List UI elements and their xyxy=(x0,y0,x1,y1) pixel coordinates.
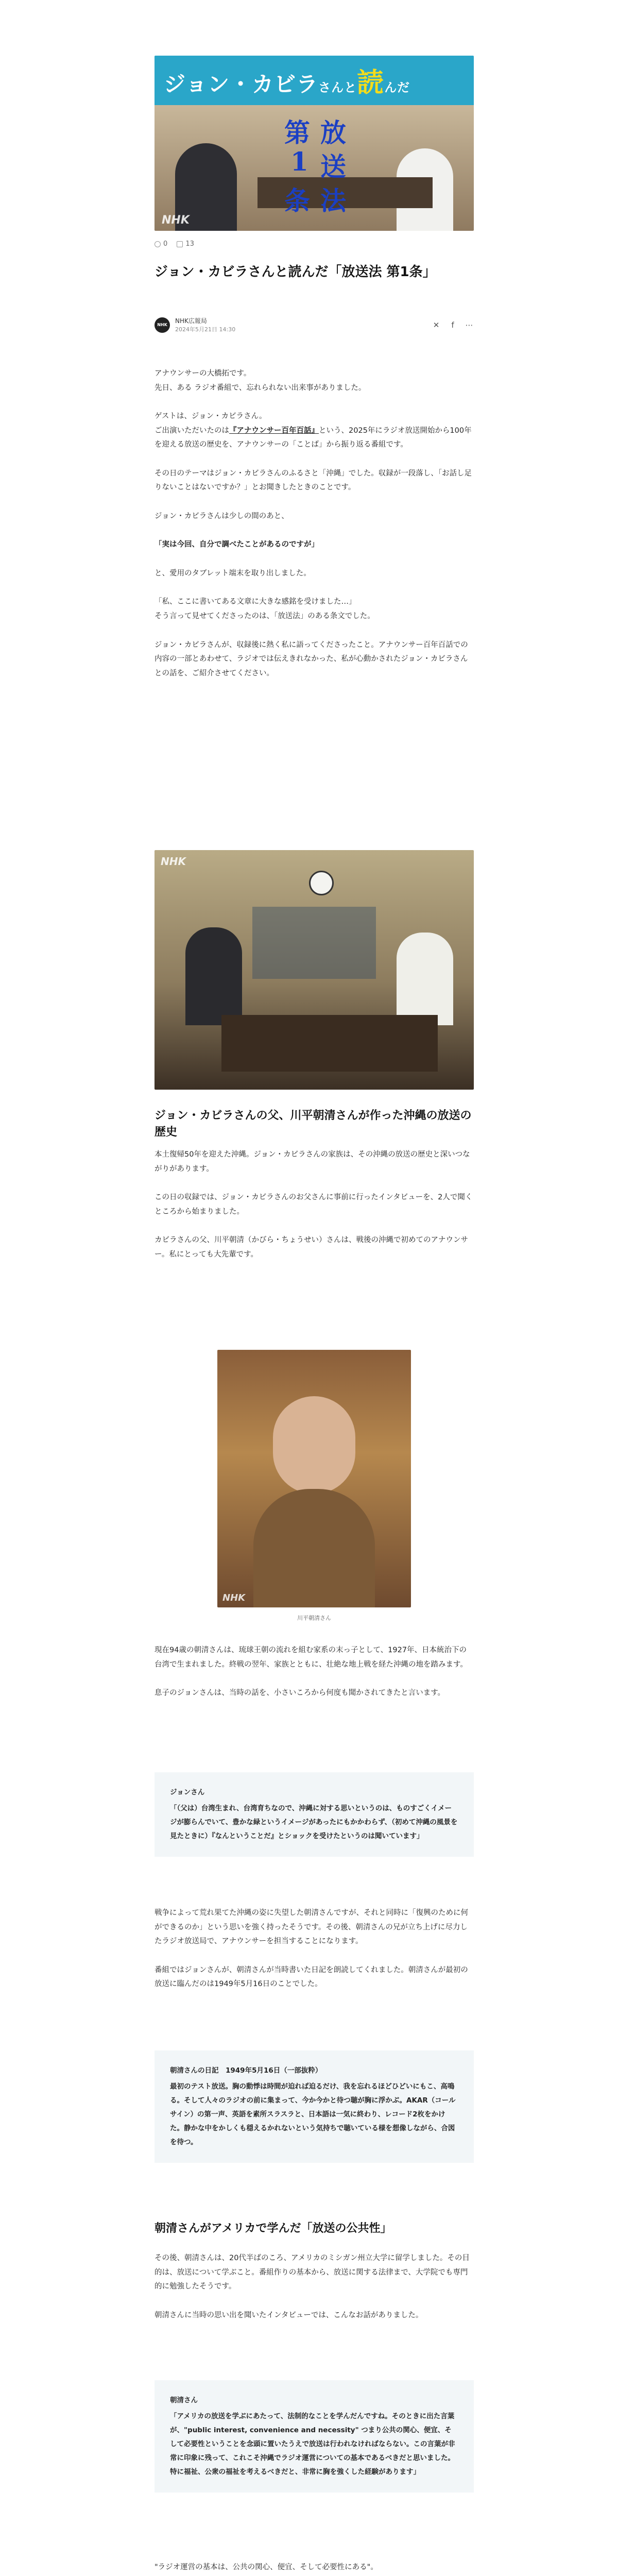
author-avatar[interactable]: NHK xyxy=(154,317,170,333)
comment-count: 13 xyxy=(185,240,194,248)
like-count: 0 xyxy=(163,240,168,248)
section1b-text xyxy=(154,1906,474,2006)
intro-p7-b: そう言って見せてくださったのは、「放送法」のある条文でした。 xyxy=(154,612,375,621)
section2-p2: 朝清さんに当時の思い出を聞いたインタビューでは、こんなお話がありました。 xyxy=(154,2311,423,2319)
hero-char-1: 1 xyxy=(290,146,308,177)
quote3-text: 「アメリカの放送を学ぶにあたって、法制的なことを学んだんですね。そのときに出た言葉が、"public interest, convenience and necessity" つまり公共の関心、便宜、そして必要性ということを念頭に置いたうえで放送は行われなければならない。この言葉が非常に印象に残って、これこそ沖縄でラジオ運営についての基本であるべきだと思いました。特に福祉、公衆の福祉を考えるべきだと、非常に胸を強くした経験があります」 xyxy=(170,2412,455,2476)
portrait-photo xyxy=(217,1350,411,1607)
article-meta xyxy=(154,240,474,252)
section1-text xyxy=(154,1148,474,1276)
section2b-p1: "ラジオ運営の基本は、公共の関心、便宜、そして必要性にある"。 xyxy=(154,2563,378,2571)
portrait-nhk-watermark: NHK xyxy=(222,1592,246,1603)
intro-p3: その日のテーマはジョン・カビラさんのふるさと「沖縄」でした。収録が一段落し、「お話し足りないことはないですか？」とお聞きしたときのことです。 xyxy=(154,469,472,492)
section1-text-2 xyxy=(154,1643,474,1715)
hero-char-5: 法 xyxy=(320,185,346,216)
author-name[interactable]: NHK広報局 xyxy=(175,317,207,325)
hero-nhk-watermark: NHK xyxy=(162,214,190,227)
quote3-name: 朝清さん xyxy=(170,2396,198,2404)
quote2-text: 最初のテスト放送。胸の動悸は時間が迫れば迫るだけ、我を忘れるほどひどいにもこ、高鳴る。そして人々のラジオの前に集まって、今か今かと待つ聴が胸に浮かぶ。AKAR（コールサイン）の第一声、英語を素所スラスラと、日本語は一気に終わり、レコード2枚をかけた。静かな中をかしくも穏えるかれないという気持ちで聴いている様を想像しながら、合図を待つ。 xyxy=(170,2082,456,2146)
hero-image xyxy=(154,56,474,231)
photo-person-right xyxy=(397,933,453,1025)
portrait-face xyxy=(273,1396,355,1494)
intro-p2-b: ご出演いただいたのは xyxy=(154,426,229,435)
share-buttons xyxy=(432,320,474,330)
section1b-p1: 戦争によって荒れ果てた沖縄の姿に失望した朝清さんですが、それと同時に「復興のために何ができるのか」という思いを強く持ったそうです。その後、朝清さんの兄が立ち上げに尽力したラジオ放送局で、アナウンサーを担当することになります。 xyxy=(154,1909,468,1946)
comment-icon xyxy=(177,241,183,247)
hero-banner-read: 読 xyxy=(357,67,385,98)
section1-heading: ジョン・カビラさんの父、川平朝清さんが作った沖縄の放送の歴史 xyxy=(154,1109,472,1139)
like-button[interactable] xyxy=(154,240,167,248)
section1-p2: この日の収録では、ジョン・カビラさんのお父さんに事前に行ったインタビューを、2人で聞くところから始まりました。 xyxy=(154,1193,473,1216)
section2-heading: 朝清さんがアメリカで学んだ「放送の公共性」 xyxy=(154,2222,392,2235)
section1-p3: カビラさんの父、川平朝清（かびら・ちょうせい）さんは、戦後の沖縄で初めてのアナウンサー。私にとっても大先輩です。 xyxy=(154,1236,468,1259)
portrait-body xyxy=(253,1489,375,1607)
quote1-name: ジョンさん xyxy=(170,1788,205,1797)
hero-banner-da: んだ xyxy=(384,80,410,95)
section1-p4: 現在94歳の朝清さんは、琉球王朝の流れを組む家系の末っ子として、1927年、日本統治下の台湾で生まれました。終戦の翌年、家族とともに、壮絶な地上戦を経た沖縄の地を踏みます。 xyxy=(154,1646,468,1669)
hero-char-4: 送 xyxy=(320,151,346,182)
section2b-text xyxy=(154,2561,474,2576)
article-title: ジョン・カビラさんと読んだ「放送法 第1条」 xyxy=(154,264,436,280)
hero-banner-name: ジョン・カビラ xyxy=(164,72,319,97)
photo-nhk-watermark: NHK xyxy=(161,855,186,868)
publish-date: 2024年5月21日 14:30 xyxy=(175,326,236,333)
intro-p8: ジョン・カビラさんが、収録後に熱く私に語ってくださったこと。アナウンサー百年百話での内容の一部とあわせて、ラジオでは伝えきれなかった、私が心動かされたジョン・カビラさんとの話を、ご紹介させてください。 xyxy=(154,640,468,677)
hero-vertical-title xyxy=(284,112,362,226)
facebook-share-icon[interactable]: f xyxy=(451,320,454,330)
intro-p2-a: ゲストは、ジョン・カビラさん。 xyxy=(154,412,267,421)
intro-p1-b: 先日、ある ラジオ番組で、忘れられない出来事がありました。 xyxy=(154,383,366,392)
intro-p5: 「実は今回、自分で調べたことがあるのですが」 xyxy=(154,540,319,549)
section2-p1: その後、朝清さんは、20代半ばのころ、アメリカのミシガン州立大学に留学しました。その目的は、放送について学ぶこと。番組作りの基本から、放送に関する法律まで、大学院でも専門的に勉強したそうです。 xyxy=(154,2254,470,2291)
intro-p1-a: アナウンサーの大橋拓です。 xyxy=(154,369,251,378)
intro-p4: ジョン・カビラさんは少しの間のあと、 xyxy=(154,512,289,520)
studio-window xyxy=(252,907,376,979)
hero-char-3: 放 xyxy=(320,117,346,148)
portrait-caption: 川平朝清さん xyxy=(297,1615,331,1621)
program-link[interactable]: 『アナウンサー百年百話』 xyxy=(229,426,319,435)
more-share-icon[interactable]: ⋯ xyxy=(465,320,473,330)
quote-box-diary xyxy=(154,2050,474,2163)
photo-person-left xyxy=(185,927,242,1025)
hero-banner-san: さんと xyxy=(318,80,357,95)
hero-banner xyxy=(154,56,474,105)
studio-photo xyxy=(154,850,474,1090)
intro-text xyxy=(154,367,474,695)
intro-p7-a: 「私、ここに書いてある文章に大きな感銘を受けました…」 xyxy=(154,598,356,606)
x-share-icon[interactable]: ✕ xyxy=(433,320,440,330)
comment-button[interactable] xyxy=(177,240,194,248)
section2-text xyxy=(154,2251,474,2337)
heart-icon xyxy=(154,241,161,247)
hero-char-2: 条 xyxy=(284,185,310,216)
byline xyxy=(154,316,474,337)
quote-box-john xyxy=(154,1772,474,1857)
intro-p2-c: という、2025年にラジオ放送開始から100年を迎える放送の歴史を、アナウンサーの「ことば」から振り返る番組です。 xyxy=(154,426,472,449)
studio-desk xyxy=(221,1015,438,1072)
hero-banner-text xyxy=(164,61,410,99)
clock-icon xyxy=(309,871,334,895)
quote1-text: 「（父は）台湾生まれ、台湾育ちなので、沖縄に対する思いというのは、ものすごくイメージが膨らんでいて、豊かな緑というイメージがあったにもかかわらず、（初めて沖縄の風景を見たときに）『なんということだ』とショックを受けたというのは聞いています」 xyxy=(170,1804,458,1840)
quote-box-chosei xyxy=(154,2380,474,2493)
quote2-name: 朝清さんの日記 1949年5月16日（一部抜粋） xyxy=(170,2066,322,2075)
section1-p1: 本土復帰50年を迎えた沖縄。ジョン・カビラさんの家族は、その沖縄の放送の歴史と深いつながりがあります。 xyxy=(154,1150,470,1173)
section1-p5: 息子のジョンさんは、当時の話を、小さいころから何度も聞かされてきたと言います。 xyxy=(154,1689,445,1698)
intro-p6: と、愛用のタブレット端末を取り出しました。 xyxy=(154,569,311,578)
section1b-p2: 番組ではジョンさんが、朝清さんが当時書いた日記を朗読してくれました。朝清さんが最初の放送に臨んだのは1949年5月16日のことでした。 xyxy=(154,1965,468,1989)
hero-char-0: 第 xyxy=(284,117,310,148)
